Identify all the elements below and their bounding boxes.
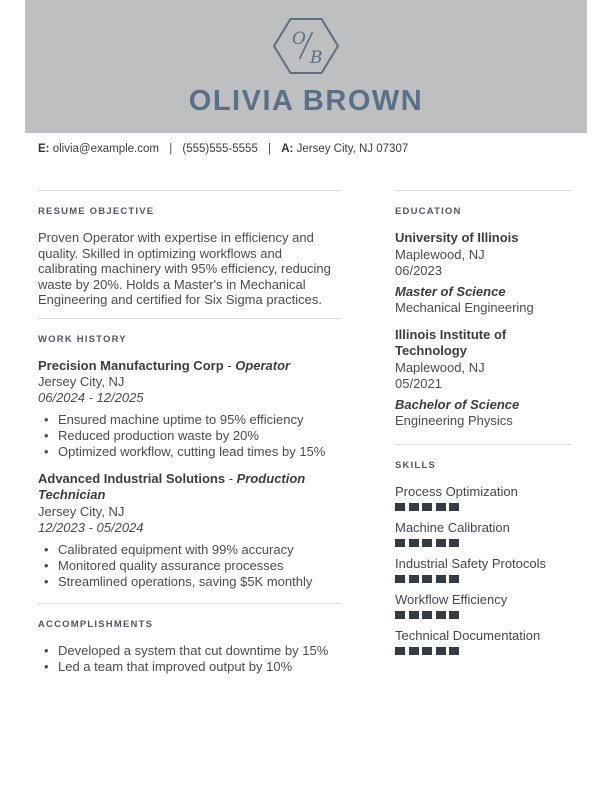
section-work-history (38, 318, 341, 590)
section-education (395, 190, 572, 430)
job-position: Production Technician (38, 470, 306, 503)
skill-level-square (395, 575, 405, 583)
objective-text: Proven Operator with expertise in efficiency and quality. Skilled in optimizing workflows and calibrating machinery with 95% efficiency, reducing waste by 20%. Holds a Master's in Mechanical Engineering and certified for Six Sigma practices. (38, 230, 331, 307)
accomplishment-bullet (38, 659, 341, 675)
skill-level-square (422, 539, 432, 547)
job-bullet-list (38, 542, 341, 590)
skill-level-square (409, 647, 419, 655)
job-bullet (38, 574, 341, 590)
bullet-dot: • (44, 659, 49, 675)
contact-line (38, 142, 574, 157)
title-separator: - (223, 357, 236, 373)
job-dates: 12/2023 - 05/2024 (38, 519, 144, 535)
accomplishment-bullet (38, 643, 341, 659)
bullet-text: Developed a system that cut downtime by 15% (58, 643, 329, 659)
skill-level-square (449, 539, 459, 547)
job-bullet (38, 558, 341, 574)
monogram-logo (25, 0, 587, 75)
bullet-text: Streamlined operations, saving $5K monthly (58, 573, 313, 589)
skill-item (395, 520, 572, 547)
skill-level-square (409, 539, 419, 547)
field-of-study: Engineering Physics (395, 413, 513, 428)
skill-name: Industrial Safety Protocols (395, 555, 547, 571)
field-of-study: Mechanical Engineering (395, 300, 534, 315)
job-location: Jersey City, NJ (38, 503, 125, 519)
column-gap (341, 190, 395, 675)
skill-level-square (449, 503, 459, 511)
left-column (38, 190, 341, 675)
body-columns (38, 190, 574, 675)
phone-value: (555)555-5555 (182, 143, 258, 155)
email-label: E: (38, 143, 50, 155)
skill-level-square (436, 647, 446, 655)
bullet-text: Monitored quality assurance processes (58, 557, 284, 573)
skill-level-square (409, 575, 419, 583)
bullet-text: Calibrated equipment with 99% accuracy (58, 541, 294, 557)
bullet-dot: • (44, 541, 49, 557)
skill-level-squares (395, 539, 572, 547)
job-position: Operator (235, 357, 291, 373)
bullet-dot: • (44, 427, 49, 443)
bullet-dot: • (44, 557, 49, 573)
degree-name: Bachelor of Science (395, 396, 520, 412)
skill-level-square (395, 647, 405, 655)
job-bullet-list (38, 412, 341, 460)
job-bullet (38, 428, 341, 444)
skill-name: Machine Calibration (395, 519, 510, 535)
school-name: Illinois Institute of Technology (395, 326, 507, 358)
hexagon-monogram-icon (273, 17, 339, 75)
graduation-date: 06/2023 (395, 263, 442, 278)
skill-level-square (449, 647, 459, 655)
accomplishments-bullet-list (38, 643, 341, 675)
skill-level-square (436, 503, 446, 511)
school-name: University of Illinois (395, 230, 519, 245)
skill-level-square (422, 647, 432, 655)
job-title-line (38, 471, 341, 504)
monogram-second-initial: B (310, 48, 323, 68)
skill-level-square (422, 611, 432, 619)
title-separator: - (225, 470, 237, 486)
skill-level-square (449, 611, 459, 619)
bullet-text: Ensured machine uptime to 95% efficiency (58, 412, 304, 427)
job-title-line (38, 358, 341, 375)
section-heading-objective: RESUME OBJECTIVE (38, 206, 155, 217)
company-name: Advanced Industrial Solutions (38, 470, 226, 486)
skill-level-squares (395, 503, 572, 511)
skill-item (395, 556, 572, 583)
job-bullet (38, 412, 341, 428)
job-dates: 06/2024 - 12/2025 (38, 390, 144, 405)
degree-name: Master of Science (395, 283, 506, 299)
candidate-name: OLIVIA BROWN (188, 85, 424, 117)
skill-level-squares (395, 611, 572, 619)
job-entry (38, 358, 341, 460)
skill-level-square (449, 575, 459, 583)
address-value: Jersey City, NJ 07307 (296, 143, 409, 155)
skill-level-squares (395, 647, 572, 655)
section-heading-work: WORK HISTORY (38, 333, 127, 345)
section-heading-education: EDUCATION (395, 206, 462, 217)
skill-level-square (422, 575, 432, 583)
school-location: Maplewood, NJ (395, 359, 485, 375)
job-entry (38, 471, 341, 590)
job-location: Jersey City, NJ (38, 374, 125, 389)
section-heading-accomplishments: ACCOMPLISHMENTS (38, 619, 154, 631)
email-value: olivia@example.com (52, 143, 159, 155)
bullet-text: Led a team that improved output by 10% (58, 659, 293, 675)
skill-item (395, 592, 572, 619)
bullet-dot: • (44, 443, 49, 459)
skill-item (395, 628, 572, 655)
skill-level-square (409, 503, 419, 511)
company-name: Precision Manufacturing Corp (38, 357, 224, 373)
school-location: Maplewood, NJ (395, 246, 485, 262)
job-bullet (38, 542, 341, 558)
bullet-text: Optimized workflow, cutting lead times by 15% (58, 443, 326, 459)
section-resume-objective (38, 190, 341, 308)
skill-level-squares (395, 575, 572, 583)
monogram-first-initial: O (292, 29, 306, 49)
header-band (25, 0, 587, 133)
skill-level-square (395, 611, 405, 619)
skill-name: Workflow Efficiency (395, 591, 508, 607)
education-entry (395, 230, 572, 317)
section-skills (395, 444, 572, 655)
skill-level-square (436, 611, 446, 619)
bullet-text: Reduced production waste by 20% (58, 427, 259, 443)
skill-level-square (395, 503, 405, 511)
contact-separator: | (169, 143, 173, 155)
contact-separator: | (268, 143, 272, 155)
skill-name: Technical Documentation (395, 627, 541, 643)
section-heading-skills: SKILLS (395, 459, 436, 471)
bullet-dot: • (44, 412, 49, 427)
skill-level-square (409, 611, 419, 619)
address-label: A: (281, 143, 294, 155)
education-entry (395, 327, 572, 430)
section-accomplishments (38, 603, 341, 675)
skill-level-square (436, 575, 446, 583)
skill-item (395, 484, 572, 511)
bullet-dot: • (44, 573, 49, 589)
skill-level-square (422, 503, 432, 511)
skill-level-square (395, 539, 405, 547)
graduation-date: 05/2021 (395, 376, 442, 391)
bullet-dot: • (44, 643, 49, 659)
skill-name: Process Optimization (395, 483, 518, 499)
skill-level-square (436, 539, 446, 547)
right-column (395, 190, 572, 675)
job-bullet (38, 444, 341, 460)
